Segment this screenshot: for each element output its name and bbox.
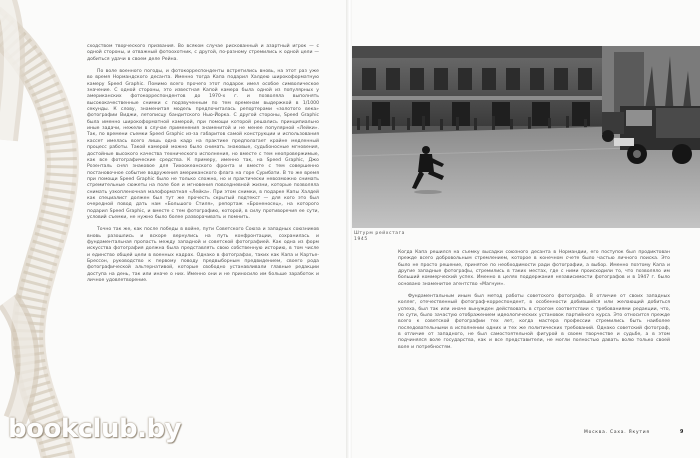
right-page-text: [398, 250, 670, 357]
paragraph: Когда Капа решился на съемку высадки союзного десанта в Нормандии, его поступок был продиктован прежде всего добровольным стремлением, которое в конечном счете было частью личного поиска. Это было не просто решение, принятое по необходимости ради фотографии, а выбор. Именно поэтому Капа и другие западные фотографы, стремились в таких местах, где с ними происходили то, что позволяло им больший коммерческий успех. Именно в целях поддержания независимости фотографов и в 1947 г. было основано знаменитое агентство «Магнум».: [398, 250, 670, 287]
running-head: Москва. Саха. Якутия: [584, 430, 650, 435]
watermark-logo: bookclub.by: [8, 414, 182, 444]
paragraph: Точно так же, как после победы в войне, пути Советского Союза и западных союзников вновь разошлись и вскоре вернулись на путь конфронтации, сохранилась и фундаментальная пропасть между западной и советской фотографией. Как одна из форм искусства фотография должна была представлять свою собственную историю, в том числе и единство общей цели в военных кадрах. Однако в фотографах, таких как Капа и Картье-Брессон, руководство к первому поводу предвыборным предвидением, своего рода фотографической альтернативой, которые свободно устанавливали главные редакции доступа на день, так или иначе о них. Именно они и не приносило им больше заработок и личное удовлетворение.: [87, 227, 319, 284]
left-page-text: [87, 44, 319, 290]
photo-caption: Штурм рейхстага 1945: [354, 231, 405, 242]
left-page: [0, 0, 348, 458]
page-number: 9: [680, 430, 684, 435]
paragraph: По воле военного погоды, и фотокорреспонденты встретились вновь, на этот раз уже во время Нормандского десанта. Именно тогда Капа подарил Халдею широкоформатную камеру Speed Graphic. Помимо всего прочего этот подарок имел особое символическое значение. С одной стороны, это известная Капой камера была одной из популярных у американских фотокорреспондентов до 1970-х г. и позволяла выполнять высококачественные снимки с подзвученным по тем временам выдержкой в 1/1000 секунды. К слову, знаменитая модель предпочиталась репортерами «золотого века» фотографии Виджи, летописцу бандитского Нью-Йорка. С другой стороны, Speed Graphic была именно широкоформатной камерой, при помощи которой решались принципиально иные задачи, нежели в случае применения знаменитой и не менее популярной «Лейки». Так, по времени съемки Speed Graphic из-за габаритов самой конструкции и использования кассет имелась всего лишь одна кадр на практике предполагает крайне медленный процесс работы. Такой камерой можно было снимать знаковые, судьбоносные мгновения, достойные высокого качества технического исполнения, но вместе с тем неопровержимые, как все фотографические средства. К примеру, именно так, на Speed Graphic, Джо Розенталь снял знаковое для Тихоокеанского фронта и вместе с тем совершенно постановочное событие водружения американского флага на горе Сурибати. В то же время при помощи Speed Graphic было не только сложно, но и практически невозможно снимать стремительные сюжеты на поле боя и мгновения повседневной жизни, которые позволяла снимать узкопленочная малоформатная «Лейка». При этом снимки, в подарке Капы Халдей как специалист должен был тут же прочесть скрытый подтекст — для кого это был очередной повод дать нам «Большого Стиля», репортаж «Броненосец», на которого подарил Speed Graphic, и вместе с тем фотографию, которой, в силу противоречия ее сути, условий съемки, не нужно было более разворачивать и помнить.: [87, 69, 319, 220]
paragraph: сходством творческого призвания. Во всяком случае рискованный и азартный игрок — с одной стороны, и отважный фотоохотник, с другой, по-разному стремились к одной цели — добиться удачи в своем деле Рейна.: [87, 44, 319, 62]
film-strip-decoration: [0, 0, 80, 458]
paragraph: Фундаментальным иным был метод работы советского фотографа. В отличие от своих западных коллег, отечественный фотограф-корреспондент, в особенности добившийся или желающий добиться успеха, был так или иначе вынужден действовать в строгом соответствии с требованиями редакции, что, по сути, было зачастую отображением идеологических установок партийного курса. Это относится прежде всего к советской фотографии тех лет, когда мастера профессии стремились быть наиболее последовательными в исполнении одних и тех же политических требований. Однако советский фотограф, в отличие от западного, не был самостоятельной фигурой в своем творчестве и судьбе, а в этом подчинялся воле государства, как и все представители, не могли полностью давать волю только своей воле и потребностям.: [398, 294, 670, 350]
archival-photo: [352, 46, 700, 228]
street-scene-image: [352, 46, 700, 228]
